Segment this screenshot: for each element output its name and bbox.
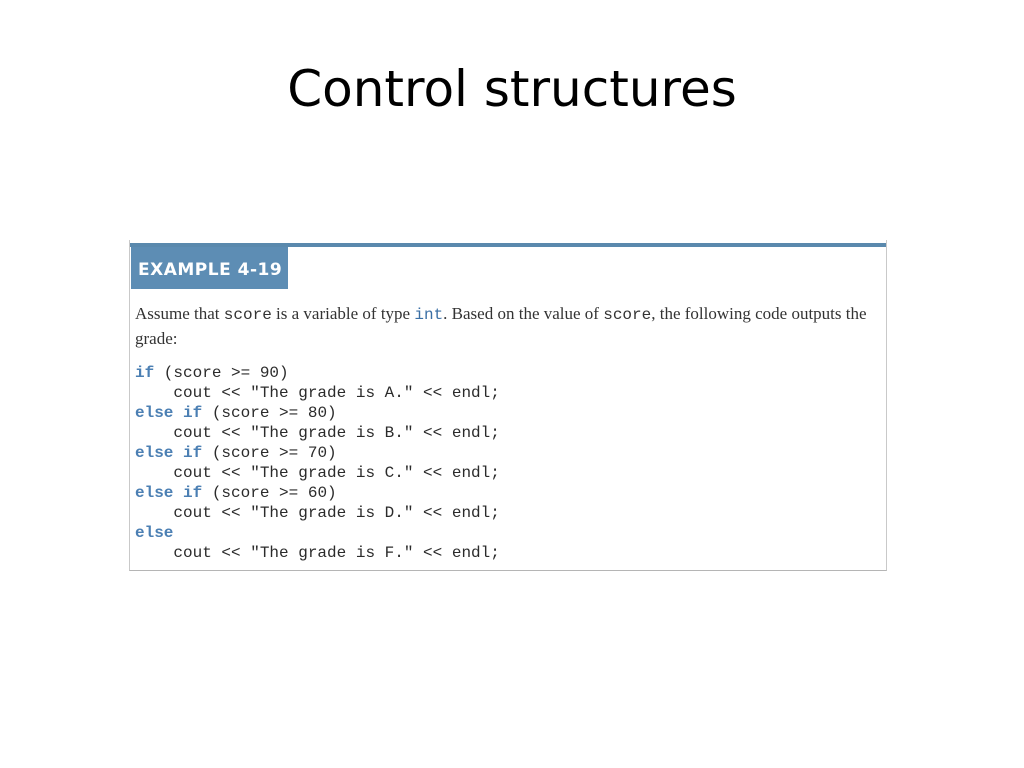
- code-text: cout << "The grade is A." << endl;: [135, 384, 500, 402]
- code-line: [135, 403, 500, 423]
- intro-text-2: is a variable of type: [271, 304, 415, 323]
- code-text: cout << "The grade is C." << endl;: [135, 464, 500, 482]
- code-keyword: else if: [135, 444, 203, 462]
- code-line: [135, 503, 500, 523]
- example-intro: [135, 302, 880, 351]
- intro-code-int: int: [414, 306, 444, 324]
- code-text: cout << "The grade is B." << endl;: [135, 424, 500, 442]
- intro-text-3: . Based on the value of: [443, 304, 604, 323]
- intro-code-score-2: score: [603, 306, 652, 324]
- code-text: (score >= 90): [154, 364, 289, 382]
- code-line: [135, 543, 500, 563]
- intro-text-4: , the following code outputs the grade:: [135, 304, 867, 348]
- code-keyword: else if: [135, 484, 203, 502]
- slide-title: Control structures: [287, 60, 737, 118]
- code-line: [135, 383, 500, 403]
- intro-text-1: Assume that: [135, 304, 224, 323]
- code-line: [135, 423, 500, 443]
- example-box: [129, 240, 887, 571]
- code-line: [135, 443, 500, 463]
- code-text: cout << "The grade is D." << endl;: [135, 504, 500, 522]
- example-header: EXAMPLE 4-19: [131, 247, 288, 289]
- code-keyword: else: [135, 524, 174, 542]
- code-keyword: else if: [135, 404, 203, 422]
- code-block: [135, 363, 500, 563]
- code-line: [135, 523, 500, 543]
- code-text: (score >= 60): [202, 484, 337, 502]
- code-keyword: if: [135, 364, 155, 382]
- code-line: [135, 463, 500, 483]
- intro-code-score: score: [223, 306, 272, 324]
- code-text: (score >= 80): [202, 404, 337, 422]
- code-text: cout << "The grade is F." << endl;: [135, 544, 500, 562]
- code-line: [135, 363, 500, 383]
- code-line: [135, 483, 500, 503]
- code-text: (score >= 70): [202, 444, 337, 462]
